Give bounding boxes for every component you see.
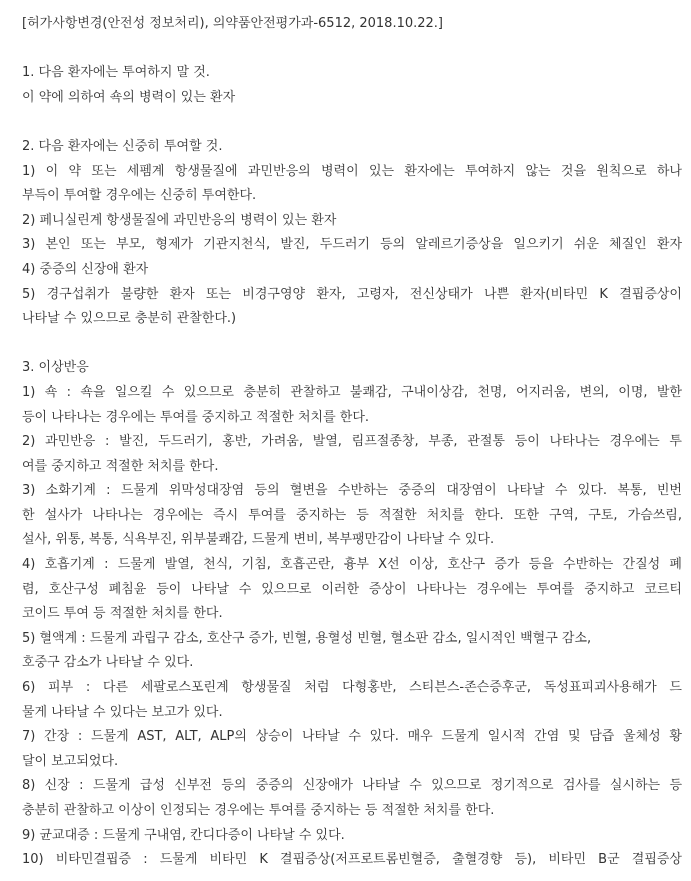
text-line: 8) 신장 : 드물게 급성 신부전 등의 중증의 신장애가 나타날 수 있으므로 정기적으로 검사를 실시하는 등 <box>22 778 682 794</box>
text-line: 2) 페니실린계 항생물질에 과민반응의 병력이 있는 환자 <box>22 212 337 228</box>
text-line: 물게 나타날 수 있다는 보고가 있다. <box>22 704 223 720</box>
text-line: 2. 다음 환자에는 신중히 투여할 것. <box>22 138 223 154</box>
text-line: 3) 본인 또는 부모, 형제가 기관지천식, 발진, 두드러기 등의 알레르기증상을 일으키기 쉬운 체질인 환자 <box>22 237 682 253</box>
text-line: 5) 혈액계 : 드물게 과립구 감소, 호산구 증가, 빈혈, 용혈성 빈혈, 혈소판 감소, 일시적인 백혈구 감소, <box>22 630 592 646</box>
text-line: 3) 소화기계 : 드물게 위막성대장염 등의 혈변을 수반하는 중증의 대장염이 나타날 수 있다. 복통, 빈번 <box>22 483 682 499</box>
blank-line <box>22 110 682 135</box>
text-line: 4) 중증의 신장애 환자 <box>22 261 149 277</box>
text-line: 6) 피부 : 다른 세팔로스포린계 항생물질 처럼 다형홍반, 스티븐스-존슨증후군, 독성표피괴사용해가 드 <box>22 680 682 696</box>
revision-note: [허가사항변경(안전성 정보처리), 의약품안전평가과-6512, 2018.10.22.] <box>22 16 444 31</box>
text-line: 코이드 투여 등 적절한 처치를 한다. <box>22 606 223 622</box>
text-line: 9) 균교대증 : 드물게 구내염, 칸디다증이 나타날 수 있다. <box>22 827 345 843</box>
text-line: 여를 중지하고 적절한 처치를 한다. <box>22 458 219 474</box>
text-line: 렴, 호산구성 폐침윤 등이 나타날 수 있으므로 이러한 증상이 나타나는 경우에는 투여를 중지하고 코르티 <box>22 581 682 597</box>
text-line: 달이 보고되었다. <box>22 753 119 769</box>
text-line: 이 약에 의하여 쇽의 병력이 있는 환자 <box>22 89 236 105</box>
blank-line <box>22 332 682 357</box>
text-line: 7) 간장 : 드물게 AST, ALT, ALP의 상승이 나타날 수 있다. 매우 드물게 일시적 간염 및 담즙 울체성 황 <box>22 729 682 745</box>
text-line: 1) 쇽 : 쇽을 일으킬 수 있으므로 충분히 관찰하고 불쾌감, 구내이상감, 천명, 어지러움, 변의, 이명, 발한 <box>22 384 682 400</box>
text-line: 5) 경구섭취가 불량한 환자 또는 비경구영양 환자, 고령자, 전신상태가 나쁜 환자(비타민 K 결핍증상이 <box>22 286 682 302</box>
text-line: 10) 비타민결핍증 : 드물게 비타민 K 결핍증상(저프로트롬빈혈증, 출혈경향 등), 비타민 B군 결핍증상 <box>22 852 682 868</box>
text-line: 설사, 위통, 복통, 식욕부진, 위부불쾌감, 드물게 변비, 복부팽만감이 나타날 수 있다. <box>22 532 495 548</box>
text-line: 3. 이상반응 <box>22 360 89 376</box>
text-line: 부득이 투여할 경우에는 신중히 투여한다. <box>22 188 257 204</box>
text-line: 호중구 감소가 나타날 수 있다. <box>22 655 194 671</box>
text-line: 1) 이 약 또는 세펨계 항생물질에 과민반응의 병력이 있는 환자에는 투여하지 않는 것을 원칙으로 하나 <box>22 163 682 179</box>
text-line: 4) 호흡기계 : 드물게 발열, 천식, 기침, 호흡곤란, 흉부 X선 이상, 호산구 증가 등을 수반하는 간질성 폐 <box>22 557 682 573</box>
text-line: 충분히 관찰하고 이상이 인정되는 경우에는 투여를 중지하는 등 적절한 처치를 한다. <box>22 803 495 818</box>
text-line: 나타날 수 있으므로 충분히 관찰한다.) <box>22 311 237 327</box>
text-line: 2) 과민반응 : 발진, 두드러기, 홍반, 가려움, 발열, 림프절종창, 부종, 관절통 등이 나타나는 경우에는 투 <box>22 434 682 450</box>
blank-line <box>22 37 682 62</box>
text-line: 1. 다음 환자에는 투여하지 말 것. <box>22 65 210 81</box>
text-line: 한 설사가 나타나는 경우에는 즉시 투여를 중지하는 등 적절한 처치를 한다. 또한 구역, 구토, 가슴쓰림, <box>22 507 682 523</box>
text-line: 등이 나타나는 경우에는 투여를 중지하고 적절한 처치를 한다. <box>22 409 370 425</box>
document-body <box>22 12 682 873</box>
